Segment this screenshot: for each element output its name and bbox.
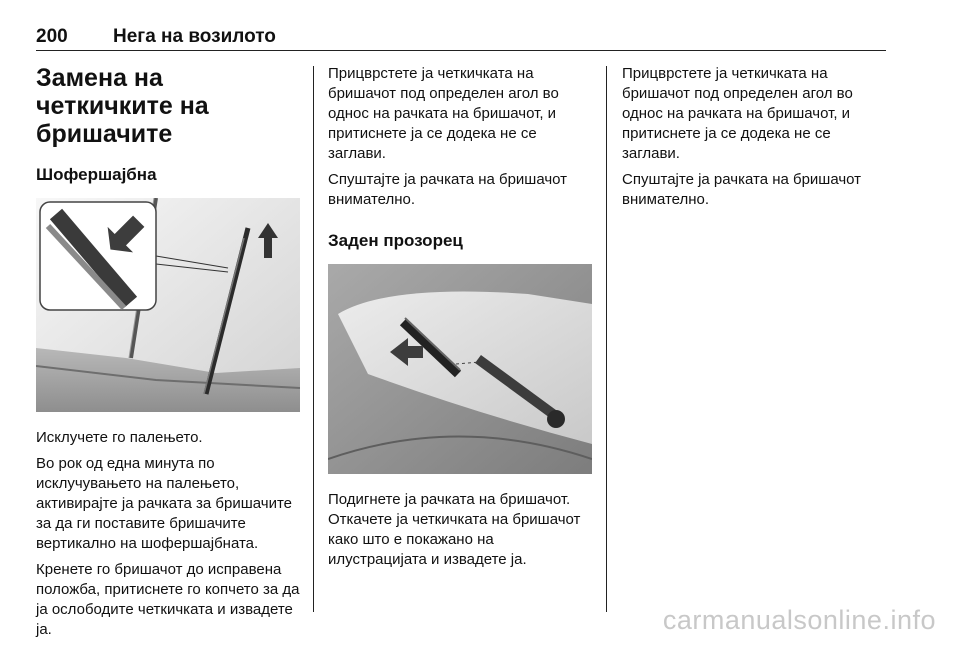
col2-paragraph-3: Подигнете ја рачката на бришачот. Откачете ја четкичката на бришачот како што е покажано на илустрацијата и извадете ја.	[328, 491, 581, 568]
col2-paragraph-2: Спуштајте ја рачката на бришачот внимателно.	[328, 171, 568, 208]
col2-paragraph-1: Прицврстете ја четкичката на бришачот под определен агол во однос на рачката на бришачот, и притиснете ја се додека не се заглави.	[328, 65, 559, 162]
col1-paragraph-1: Исклучете го палењето.	[36, 429, 203, 446]
main-heading: Замена на четкичките на бришачите	[36, 64, 209, 148]
column-2	[328, 64, 592, 576]
col1-paragraph-3: Кренете го бришачот до исправена положба, притиснете го копчето за да ја ослободите четкичката и извадете ја.	[36, 561, 300, 638]
page-header	[36, 24, 886, 54]
rear-window-heading: Заден прозорец	[328, 231, 463, 250]
watermark: carmanualsonline.info	[662, 605, 936, 635]
column-divider-1	[313, 66, 314, 612]
col3-paragraph-2: Спуштајте ја рачката на бришачот внимателно.	[622, 171, 862, 208]
col1-paragraph-2: Во рок од една минута по исклучувањето на палењето, активирајте ја рачката за бришачите за да ги поставите бришачите вертикално на шофершајбната.	[36, 455, 293, 552]
header-rule	[36, 50, 886, 51]
column-1	[36, 64, 300, 646]
section-title: Нега на возилото	[113, 26, 276, 47]
windshield-heading: Шофершајбна	[36, 165, 157, 184]
col3-paragraph-1: Прицврстете ја четкичката на бришачот под определен агол во однос на рачката на бришачот, и притиснете ја се додека не се заглави.	[622, 65, 853, 162]
page-number: 200	[36, 26, 68, 47]
windshield-wiper-illustration	[36, 198, 300, 412]
column-3	[622, 64, 886, 216]
column-divider-2	[606, 66, 607, 612]
rear-wiper-illustration	[328, 264, 592, 474]
